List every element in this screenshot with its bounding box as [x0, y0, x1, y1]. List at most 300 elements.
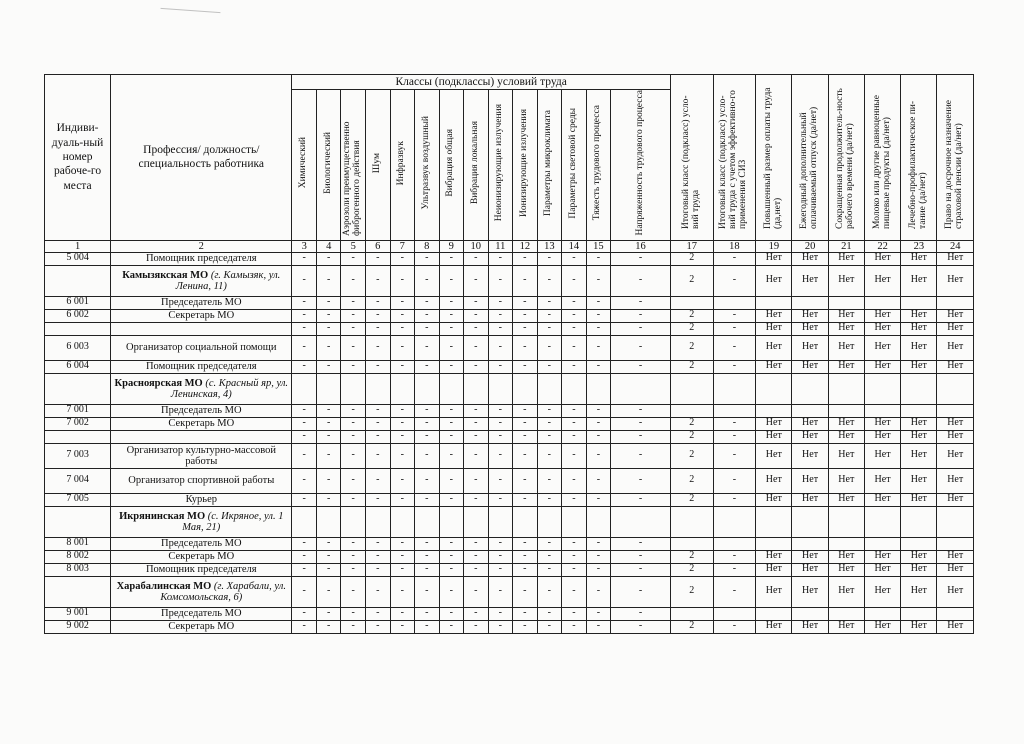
summary-cell-20	[792, 537, 828, 550]
workplace-id: 9 002	[45, 620, 111, 633]
factor-cell: -	[586, 322, 611, 335]
summary-cell-19: Нет	[756, 360, 792, 373]
factor-cell: -	[611, 550, 671, 563]
summary-cell-20: Нет	[792, 265, 828, 296]
summary-cell-17: 2	[670, 468, 713, 493]
summary-cell-20	[792, 373, 828, 404]
factor-cell: -	[439, 309, 464, 322]
workplace-id: 7 004	[45, 468, 111, 493]
summary-cell-23: Нет	[901, 468, 937, 493]
factor-cell: -	[488, 404, 513, 417]
factor-cell	[439, 506, 464, 537]
header-summary-17: Итоговый класс (подкласс) усло-вий труда	[670, 75, 713, 241]
factor-cell: -	[439, 468, 464, 493]
factor-cell: -	[464, 360, 489, 373]
factor-cell	[464, 506, 489, 537]
factor-cell: -	[341, 360, 366, 373]
summary-cell-23	[901, 607, 937, 620]
summary-cell-19: Нет	[756, 430, 792, 443]
summary-cell-21: Нет	[828, 550, 864, 563]
factor-cell: -	[341, 430, 366, 443]
organization-address: (г. Харабали, ул. Комсомольская, 6)	[160, 580, 286, 603]
table-row	[45, 550, 974, 563]
header-factor-15: Тяжесть трудового процесса	[586, 90, 611, 241]
summary-cell-18: -	[713, 335, 756, 360]
summary-cell-22: Нет	[864, 620, 900, 633]
factor-cell: -	[439, 576, 464, 607]
factor-cell: -	[365, 309, 390, 322]
factor-cell: -	[513, 265, 538, 296]
factor-cell: -	[537, 322, 562, 335]
header-factor-10: Вибрация локальная	[464, 90, 489, 241]
workplace-id	[45, 506, 111, 537]
table-row	[45, 417, 974, 430]
summary-cell-20: Нет	[792, 620, 828, 633]
factor-cell: -	[390, 265, 415, 296]
column-number: 24	[937, 240, 974, 252]
factor-cell: -	[390, 417, 415, 430]
factor-cell: -	[464, 322, 489, 335]
summary-cell-24: Нет	[937, 620, 974, 633]
table-row	[45, 360, 974, 373]
factor-cell: -	[439, 404, 464, 417]
column-number: 6	[365, 240, 390, 252]
profession: Секретарь МО	[111, 309, 292, 322]
summary-cell-17	[670, 607, 713, 620]
summary-cell-24: Нет	[937, 468, 974, 493]
summary-cell-23	[901, 404, 937, 417]
summary-cell-21	[828, 404, 864, 417]
workplace-id: 7 003	[45, 443, 111, 468]
factor-cell: -	[390, 443, 415, 468]
summary-cell-18	[713, 506, 756, 537]
summary-cell-22: Нет	[864, 576, 900, 607]
factor-cell: -	[439, 322, 464, 335]
factor-cell: -	[341, 493, 366, 506]
factor-cell: -	[488, 468, 513, 493]
section-title	[111, 506, 292, 537]
summary-cell-18: -	[713, 252, 756, 265]
factor-cell: -	[611, 360, 671, 373]
factor-cell: -	[586, 335, 611, 360]
summary-cell-23: Нет	[901, 335, 937, 360]
summary-cell-18: -	[713, 443, 756, 468]
profession: Секретарь МО	[111, 620, 292, 633]
factor-cell: -	[365, 550, 390, 563]
profession: Организатор социальной помощи	[111, 335, 292, 360]
working-conditions-table	[44, 74, 974, 634]
factor-cell	[562, 506, 587, 537]
factor-cell	[415, 373, 440, 404]
factor-cell: -	[316, 430, 341, 443]
organization-address: (с. Икряное, ул. 1 Мая, 21)	[182, 510, 284, 533]
factor-cell: -	[292, 265, 317, 296]
factor-cell: -	[464, 417, 489, 430]
factor-cell: -	[537, 417, 562, 430]
factor-cell: -	[611, 335, 671, 360]
summary-cell-17	[670, 373, 713, 404]
factor-cell: -	[611, 468, 671, 493]
factor-cell: -	[415, 417, 440, 430]
factor-cell: -	[316, 576, 341, 607]
factor-cell: -	[562, 430, 587, 443]
summary-cell-18: -	[713, 576, 756, 607]
summary-cell-18	[713, 404, 756, 417]
summary-cell-24: Нет	[937, 309, 974, 322]
summary-cell-18: -	[713, 360, 756, 373]
factor-cell: -	[341, 335, 366, 360]
factor-cell: -	[488, 265, 513, 296]
factor-cell: -	[365, 443, 390, 468]
factor-cell: -	[562, 563, 587, 576]
summary-cell-19: Нет	[756, 576, 792, 607]
summary-cell-19: Нет	[756, 468, 792, 493]
profession	[111, 430, 292, 443]
summary-cell-23: Нет	[901, 265, 937, 296]
summary-cell-24: Нет	[937, 550, 974, 563]
factor-cell: -	[537, 265, 562, 296]
factor-cell: -	[488, 335, 513, 360]
factor-cell: -	[464, 335, 489, 360]
factor-cell: -	[439, 607, 464, 620]
factor-cell: -	[488, 550, 513, 563]
summary-cell-22	[864, 296, 900, 309]
factor-cell: -	[292, 360, 317, 373]
factor-cell: -	[586, 493, 611, 506]
factor-cell: -	[341, 404, 366, 417]
section-row	[45, 373, 974, 404]
header-classes-group: Классы (подклассы) условий труда	[292, 75, 670, 90]
summary-cell-21: Нет	[828, 360, 864, 373]
summary-cell-17	[670, 537, 713, 550]
factor-cell: -	[292, 309, 317, 322]
factor-cell: -	[316, 296, 341, 309]
factor-cell: -	[415, 265, 440, 296]
profession: Председатель МО	[111, 607, 292, 620]
factor-cell: -	[537, 493, 562, 506]
summary-cell-22: Нет	[864, 493, 900, 506]
factor-cell: -	[439, 443, 464, 468]
factor-cell: -	[586, 468, 611, 493]
factor-cell: -	[562, 265, 587, 296]
summary-cell-21: Нет	[828, 443, 864, 468]
column-number: 2	[111, 240, 292, 252]
factor-cell: -	[415, 335, 440, 360]
table-row	[45, 468, 974, 493]
factor-cell: -	[513, 417, 538, 430]
header-summary-22: Молоко или другие равноценные пищевые продукты (да/нет)	[864, 75, 900, 241]
factor-cell: -	[537, 309, 562, 322]
summary-cell-18	[713, 373, 756, 404]
summary-cell-18	[713, 607, 756, 620]
factor-cell: -	[292, 417, 317, 430]
section-row	[45, 506, 974, 537]
summary-cell-22: Нет	[864, 252, 900, 265]
factor-cell: -	[488, 322, 513, 335]
summary-cell-24: Нет	[937, 252, 974, 265]
factor-cell: -	[513, 430, 538, 443]
factor-cell: -	[513, 404, 538, 417]
summary-cell-23: Нет	[901, 430, 937, 443]
factor-cell: -	[586, 309, 611, 322]
factor-cell: -	[439, 252, 464, 265]
header-summary-24: Право на досрочное назначение страховой пенсии (да/нет)	[937, 75, 974, 241]
workplace-id: 8 002	[45, 550, 111, 563]
table-row	[45, 493, 974, 506]
factor-cell: -	[390, 468, 415, 493]
summary-cell-17: 2	[670, 443, 713, 468]
factor-cell: -	[439, 265, 464, 296]
factor-cell: -	[513, 493, 538, 506]
factor-cell: -	[341, 252, 366, 265]
workplace-id: 6 004	[45, 360, 111, 373]
factor-cell: -	[439, 537, 464, 550]
factor-cell	[488, 506, 513, 537]
profession: Председатель МО	[111, 404, 292, 417]
factor-cell: -	[292, 537, 317, 550]
profession: Секретарь МО	[111, 417, 292, 430]
summary-cell-18: -	[713, 309, 756, 322]
factor-cell	[513, 506, 538, 537]
factor-cell: -	[513, 335, 538, 360]
factor-cell: -	[316, 493, 341, 506]
factor-cell: -	[611, 252, 671, 265]
factor-cell: -	[537, 443, 562, 468]
summary-cell-17: 2	[670, 360, 713, 373]
section-title	[111, 265, 292, 296]
factor-cell: -	[586, 265, 611, 296]
factor-cell: -	[586, 360, 611, 373]
summary-cell-19: Нет	[756, 620, 792, 633]
summary-cell-22	[864, 506, 900, 537]
summary-cell-22	[864, 373, 900, 404]
summary-cell-19	[756, 404, 792, 417]
factor-cell: -	[415, 468, 440, 493]
factor-cell: -	[464, 550, 489, 563]
factor-cell: -	[415, 620, 440, 633]
factor-cell: -	[341, 607, 366, 620]
factor-cell: -	[439, 430, 464, 443]
factor-cell: -	[513, 620, 538, 633]
summary-cell-21	[828, 506, 864, 537]
factor-cell: -	[292, 550, 317, 563]
factor-cell: -	[292, 252, 317, 265]
factor-cell: -	[365, 417, 390, 430]
factor-cell: -	[390, 252, 415, 265]
factor-cell: -	[292, 430, 317, 443]
section-title	[111, 576, 292, 607]
summary-cell-18: -	[713, 620, 756, 633]
summary-cell-24	[937, 296, 974, 309]
factor-cell: -	[611, 537, 671, 550]
factor-cell: -	[488, 620, 513, 633]
table-row	[45, 607, 974, 620]
factor-cell: -	[365, 430, 390, 443]
header-profession: Профессия/ должность/ специальность работника	[111, 75, 292, 241]
summary-cell-23: Нет	[901, 360, 937, 373]
header-factor-6: Шум	[365, 90, 390, 241]
factor-cell: -	[537, 296, 562, 309]
factor-cell	[586, 506, 611, 537]
summary-cell-17: 2	[670, 576, 713, 607]
column-number: 3	[292, 240, 317, 252]
factor-cell: -	[365, 607, 390, 620]
summary-cell-17: 2	[670, 563, 713, 576]
factor-cell: -	[611, 296, 671, 309]
factor-cell: -	[316, 468, 341, 493]
table-row	[45, 252, 974, 265]
table-row	[45, 296, 974, 309]
column-number: 21	[828, 240, 864, 252]
factor-cell: -	[316, 335, 341, 360]
summary-cell-20: Нет	[792, 443, 828, 468]
factor-cell: -	[537, 430, 562, 443]
factor-cell: -	[341, 322, 366, 335]
header-factor-7: Инфразвук	[390, 90, 415, 241]
workplace-id: 7 002	[45, 417, 111, 430]
summary-cell-18	[713, 296, 756, 309]
header-summary-21: Сокращенная продолжитель-ность рабочего времени (да/нет)	[828, 75, 864, 241]
factor-cell	[341, 373, 366, 404]
summary-cell-19: Нет	[756, 563, 792, 576]
factor-cell: -	[611, 607, 671, 620]
factor-cell: -	[513, 550, 538, 563]
factor-cell: -	[562, 252, 587, 265]
factor-cell: -	[365, 335, 390, 360]
factor-cell: -	[611, 443, 671, 468]
factor-cell: -	[390, 360, 415, 373]
header-summary-18: Итоговый класс (подкласс) усло-вий труда с учетом эффективно-го применения СИЗ	[713, 75, 756, 241]
factor-cell: -	[365, 576, 390, 607]
factor-cell: -	[562, 417, 587, 430]
factor-cell: -	[611, 309, 671, 322]
column-number: 13	[537, 240, 562, 252]
summary-cell-18: -	[713, 493, 756, 506]
factor-cell: -	[439, 620, 464, 633]
factor-cell: -	[488, 309, 513, 322]
factor-cell: -	[611, 493, 671, 506]
header-factor-13: Параметры микроклимата	[537, 90, 562, 241]
section-row	[45, 576, 974, 607]
summary-cell-17: 2	[670, 430, 713, 443]
factor-cell: -	[488, 576, 513, 607]
factor-cell	[611, 506, 671, 537]
summary-cell-23	[901, 373, 937, 404]
workplace-id: 5 004	[45, 252, 111, 265]
summary-cell-24: Нет	[937, 417, 974, 430]
factor-cell: -	[513, 576, 538, 607]
factor-cell: -	[439, 563, 464, 576]
table-row	[45, 537, 974, 550]
factor-cell: -	[537, 620, 562, 633]
factor-cell: -	[513, 468, 538, 493]
factor-cell	[586, 373, 611, 404]
factor-cell	[292, 373, 317, 404]
column-number: 22	[864, 240, 900, 252]
factor-cell	[365, 373, 390, 404]
factor-cell: -	[415, 563, 440, 576]
factor-cell: -	[586, 443, 611, 468]
factor-cell: -	[316, 443, 341, 468]
factor-cell: -	[390, 576, 415, 607]
factor-cell: -	[316, 620, 341, 633]
factor-cell: -	[586, 296, 611, 309]
factor-cell: -	[390, 404, 415, 417]
column-number: 23	[901, 240, 937, 252]
factor-cell: -	[513, 563, 538, 576]
factor-cell	[562, 373, 587, 404]
factor-cell: -	[562, 576, 587, 607]
factor-cell	[415, 506, 440, 537]
section-title	[111, 373, 292, 404]
summary-cell-20: Нет	[792, 335, 828, 360]
summary-cell-18: -	[713, 468, 756, 493]
factor-cell: -	[611, 265, 671, 296]
summary-cell-22: Нет	[864, 335, 900, 360]
factor-cell	[341, 506, 366, 537]
summary-cell-17	[670, 506, 713, 537]
factor-cell: -	[390, 607, 415, 620]
summary-cell-21: Нет	[828, 417, 864, 430]
factor-cell: -	[562, 607, 587, 620]
table-row	[45, 404, 974, 417]
summary-cell-21: Нет	[828, 335, 864, 360]
summary-cell-19: Нет	[756, 417, 792, 430]
factor-cell: -	[464, 252, 489, 265]
summary-cell-23: Нет	[901, 620, 937, 633]
factor-cell: -	[365, 265, 390, 296]
organization-name: Красноярская МО	[114, 377, 203, 389]
summary-cell-24: Нет	[937, 265, 974, 296]
factor-cell: -	[562, 443, 587, 468]
organization-name: Харабалинская МО	[116, 580, 212, 592]
factor-cell: -	[537, 468, 562, 493]
profession: Организатор культурно-массовой работы	[111, 443, 292, 468]
summary-cell-20: Нет	[792, 252, 828, 265]
summary-cell-18	[713, 537, 756, 550]
summary-cell-19: Нет	[756, 252, 792, 265]
factor-cell: -	[439, 296, 464, 309]
factor-cell: -	[439, 550, 464, 563]
factor-cell: -	[611, 430, 671, 443]
summary-cell-24: Нет	[937, 360, 974, 373]
header-factor-12: Ионизирующие излучения	[513, 90, 538, 241]
summary-cell-21: Нет	[828, 576, 864, 607]
factor-cell: -	[341, 296, 366, 309]
factor-cell: -	[586, 417, 611, 430]
factor-cell: -	[292, 296, 317, 309]
factor-cell: -	[537, 537, 562, 550]
profession: Помощник председателя	[111, 563, 292, 576]
factor-cell: -	[341, 265, 366, 296]
factor-cell: -	[488, 296, 513, 309]
summary-cell-24: Нет	[937, 430, 974, 443]
summary-cell-23	[901, 506, 937, 537]
factor-cell: -	[415, 252, 440, 265]
summary-cell-24: Нет	[937, 322, 974, 335]
column-number: 9	[439, 240, 464, 252]
factor-cell: -	[439, 335, 464, 360]
table-row	[45, 309, 974, 322]
workplace-id: 7 005	[45, 493, 111, 506]
factor-cell: -	[488, 493, 513, 506]
factor-cell: -	[611, 563, 671, 576]
factor-cell: -	[390, 322, 415, 335]
factor-cell: -	[562, 322, 587, 335]
workplace-id	[45, 265, 111, 296]
summary-cell-24	[937, 607, 974, 620]
table-row	[45, 563, 974, 576]
